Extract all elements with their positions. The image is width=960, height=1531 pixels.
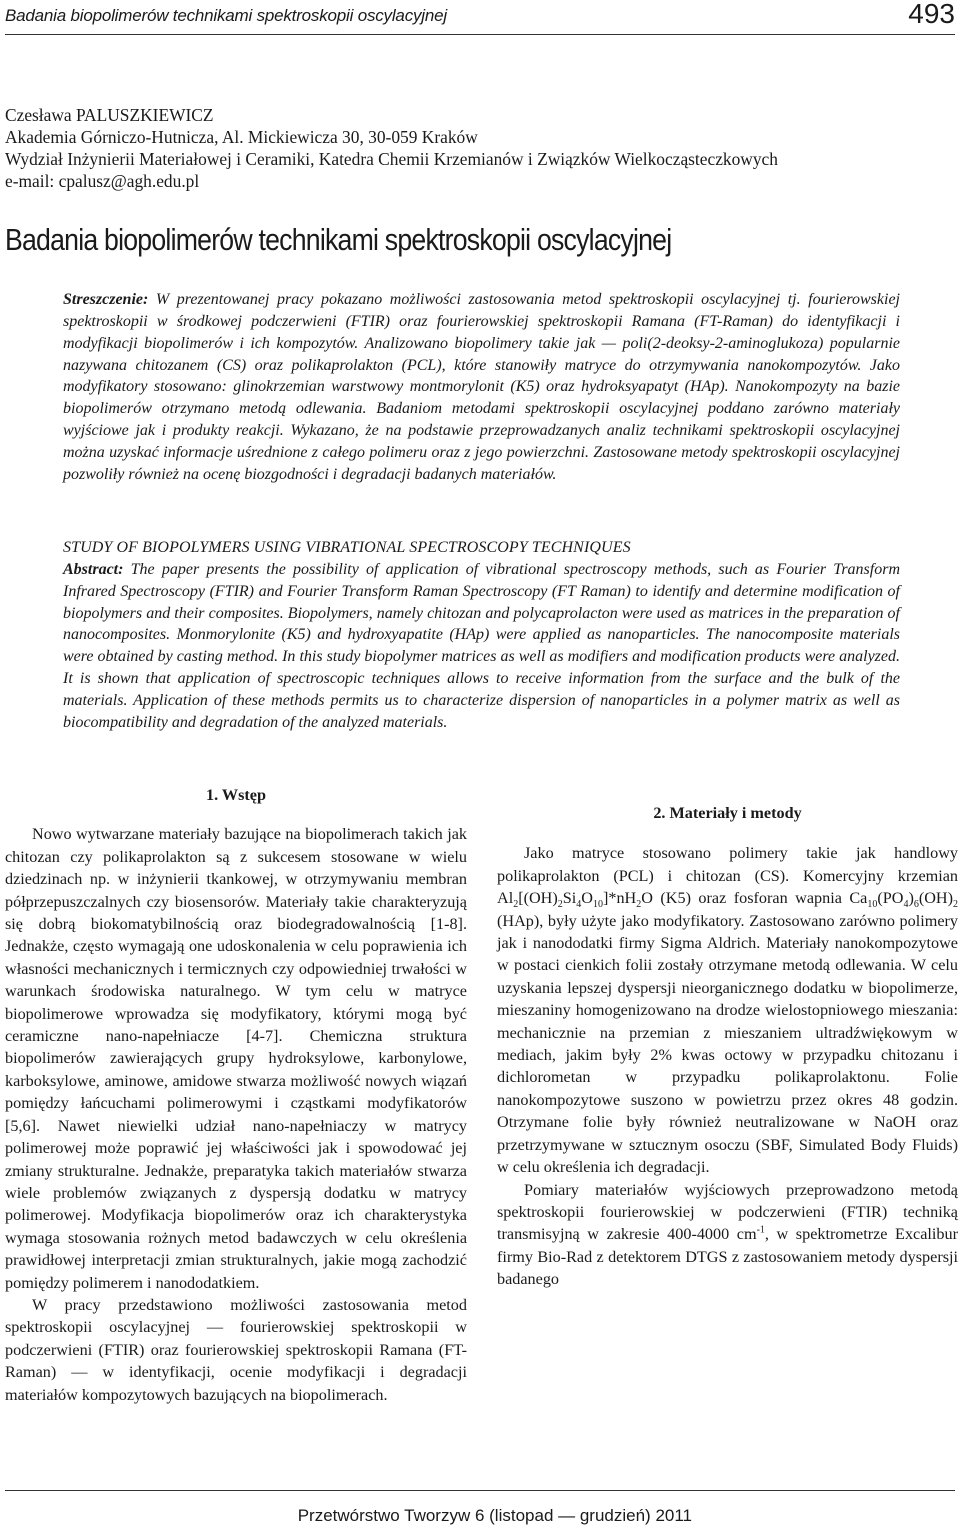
page-footer <box>5 1490 955 1525</box>
affiliation-line-1: Akademia Górniczo-Hutnicza, Al. Mickiewicza 30, 30-059 Kraków <box>5 127 478 147</box>
body-column-left <box>5 784 467 1406</box>
abstract-pl-label: Streszczenie: <box>63 291 149 308</box>
paragraph-text: , w spektrometrze Excalibur firmy Bio-Rad z detektorem DTGS z zastosowaniem metody dyspersji badanego <box>497 1225 958 1289</box>
running-header <box>5 0 955 35</box>
author-name: Czesława PALUSZKIEWICZ <box>5 105 214 125</box>
author-email: e-mail: cpalusz@agh.edu.pl <box>5 171 200 191</box>
body-column-right <box>497 784 958 1291</box>
abstract-pl-text: W prezentowanej pracy pokazano możliwości zastosowania metod spektroskopii oscylacyjnej tj. fourierowskiej spektroskopii w środkowej podczerwieni (FTIR) oraz fourierowskiej spektroskopii Ramana (FT-Raman) do identyfikacji i modyfikacji biopolimerów i ich kompozytów. Analizowano biopolimery takie jak — poli(2-deoksy-2-aminoglukoza) popularnie nazywana chitozanem (CS) oraz polikaprolakton (PCL), które stanowiły matryce do otrzymywania nanokompozytów. Jako modyfikatory stosowano: glinokrzemian warstwowy montmorylonit (K5) oraz hydroksyapatyt (HAp). Nanokompozyty na bazie biopolimerów otrzymano metodą odlewania. Badaniom metodami spektroskopii oscylacyjnej poddano zarówno materiały wyjściowe jak i produkty reakcji. Wykazano, że na podstawie przeprowadzanych analiz technikami spektroskopii oscylacyjnej można uzyskać informacje uśrednione z całego polimeru oraz z jego powierzchni. Zastosowane metody spektroskopii oscylacyjnej pozwoliły również na ocenę biozgodności i degradacji badanych materiałów. <box>63 291 900 483</box>
body-paragraph: Jako matryce stosowano polimery takie jak handlowy polikaprolakton (PCL) i chitozan (CS). Komercyjny krzemian $Al_2[(OH)_2Si_4O_{10}]*nH_2O$ (K5) oraz fosforan wapnia $Ca_{10}(PO_4)_6(OH)_2$ (HAp), były użyte jako modyfikatory. Zastosowano zarówno polimery jak i nanododatki firmy Sigma Aldrich. Materiały nanokompozytowe w postaci cienkich folii zostały otrzymane metodą odlewania. W celu uzyskania lepszej dyspersji nieorganicznego dodatku w biopolimerze, mieszaniny homogenizowano na drodze wielostopniowego mieszania: mechanicznie na przemian z mieszaniem ultradźwiękowym w mediach, jakim były 2% kwas octowy w przypadku chitozanu i dichlorometan w przypadku polikaprolaktonu. Folie nanokompozytowe suszono w powietrzu przez okres 48 godzin. Otrzymane folie były również neutralizowane w NaOH oraz przetrzymywane w sztucznym osoczu (SBF, Simulated Body Fluids) w celu określenia ich degradacji. <box>497 844 959 1177</box>
article-title: Badania biopolimerów technikami spektroskopii oscylacyjnej <box>5 222 672 257</box>
section-heading-materials: 2. Materiały i metody <box>653 804 802 822</box>
abstract-english <box>63 537 900 734</box>
paragraph-text: Zastosowano zarówno polimery jak i nanododatki firmy Sigma Aldrich. Materiały nanokompozytowe w postaci cienkich folii zostały otrzymane metodą odlewania. W celu uzyskania lepszej dyspersji nieorganicznego dodatku w biopolimerze, mieszaniny homogenizowano na drodze wielostopniowego mieszania: mechanicznie na przemian z mieszaniem ultradźwiękowym w mediach, jakim były 2% kwas octowy w przypadku chitozanu i dichlorometan w przypadku polikaprolaktonu. Folie nanokompozytowe suszono w powietrzu przez okres 48 godzin. Otrzymane folie były również neutralizowane w NaOH oraz przetrzymywane w sztucznym osoczu (SBF, Simulated Body Fluids) w celu określenia ich degradacji. <box>497 911 959 1177</box>
page-number: 493 <box>908 0 955 29</box>
body-paragraph: Pomiary materiałów wyjściowych przeprowadzono metodą spektroskopii fourierowskiej w podczerwieni (FTIR) techniką transmisyjną w zakresie 400-4000 $cm^{-1}$, w spektrometrze Excalibur firmy Bio-Rad z detektorem DTGS z zastosowaniem metody dyspersji badanego <box>497 1180 958 1289</box>
section-heading-introduction: 1. Wstęp <box>206 786 266 804</box>
abstract-en-label: Abstract: <box>63 560 124 578</box>
affiliation-line-2: Wydział Inżynierii Materiałowej i Ceramiki, Katedra Chemii Krzemianów i Związków Wielkocząsteczkowych <box>5 149 778 169</box>
abstract-en-text: The paper presents the possibility of application of vibrational spectroscopy methods, such as Fourier Transform Infrared Spectroscopy (FTIR) and Fourier Transform Raman Spectroscopy (FT Raman) to identify and determine modification of biopolymers and their composites. Biopolymers, namely chitozan and polycaprolacton were used as matrices in the preparation of nanocomposites. Monmorylonite (K5) and hydroxyapatite (HAp) were applied as nanoparticles. The nanocomposite materials were obtained by casting method. In this study biopolymer matrices as well as modifiers and modification products were analyzed. It is shown that application of spectroscopic techniques allows to receive information from the surface and the bulk of the materials. Application of these methods permits us to characterize dispersion of nanoparticles in a polymer matrix as well as biocompatibility and degradation of the analyzed materials. <box>63 560 900 731</box>
journal-citation: Przetwórstwo Tworzyw 6 (listopad — grudzień) 2011 <box>297 1506 692 1525</box>
paragraph-text: Pomiary materiałów wyjściowych przeprowadzono metodą spektroskopii fourierowskiej w podczerwieni (FTIR) techniką transmisyjną w zakresie 400-4000 cm <box>497 1180 958 1244</box>
abstract-polish <box>63 289 900 486</box>
author-block <box>5 104 955 192</box>
paragraph-text: Jako matryce stosowano polimery takie jak handlowy polikaprolakton (PCL) i chitozan (CS). Komercyjny krzemian Al <box>497 844 958 908</box>
body-paragraph <box>5 1294 467 1406</box>
paragraph-text: W pracy przedstawiono możliwości zastosowania metod spektroskopii oscylacyjnej — fourierowskiej spektroskopii w podczerwieni (FTIR) oraz fourierowskiej spektroskopii Ramana (FT-Raman) — w identyfikacji, ocenie modyfikacji i degradacji materiałów kompozytowych bazujących na biopolimerach. <box>5 1295 467 1404</box>
running-header-title: Badania biopolimerów technikami spektroskopii oscylacyjnej <box>5 6 447 25</box>
body-paragraph: Nowo wytwarzane materiały bazujące na biopolimerach takich jak chitozan czy polikaprolakton są z sukcesem stosowane w wielu dziedzinach np. w inżynierii tkankowej, w otrzymywaniu membran półprzepuszczalnych czy biosensorów. Materiały takie charakteryzują się dobrą biokomatybilnością oraz biodegradowalnością [1-8]. Jednakże, często wymagają one udoskonalenia w celu poprawienia ich własności mechanicznych i termicznych czy odpowiedniej trwałości w warunkach środowiska naturalnego. W tym celu w matryce biopolimerowe wprowadza się modyfikatory, którymi mogą być ceramiczne nano-napełniacze [4-7]. Chemiczna struktura biopolimerów zawierających grupy hydroksylowe, karbonylowe, karboksylowe, aminowe, amidowe stwarza możliwość nowych wiązań pomiędzy łańcuchami polimerowymi i cząstkami modyfikatorów [5,6]. Nawet niewielki udział nano-napełniaczy w matrycy polimerowej może poprawić jej właściwości jak i spowodować jej zmiany strukturalne. Jednakże, preparatyka takich materiałów stwarza wiele problemów związanych z dyspersją dodatku w matrycy polimerowej. Modyfikacja biopolimerów oraz ich charakterystyka wymaga stosowania rożnych metod badawczych w celu określenia prawidłowej interpretacji zmian strukturalnych, jakie mogą zachodzić pomiędzy polimerem i nanododatkiem. <box>5 825 467 1292</box>
english-title: STUDY OF BIOPOLYMERS USING VIBRATIONAL SPECTROSCOPY TECHNIQUES <box>63 539 631 556</box>
